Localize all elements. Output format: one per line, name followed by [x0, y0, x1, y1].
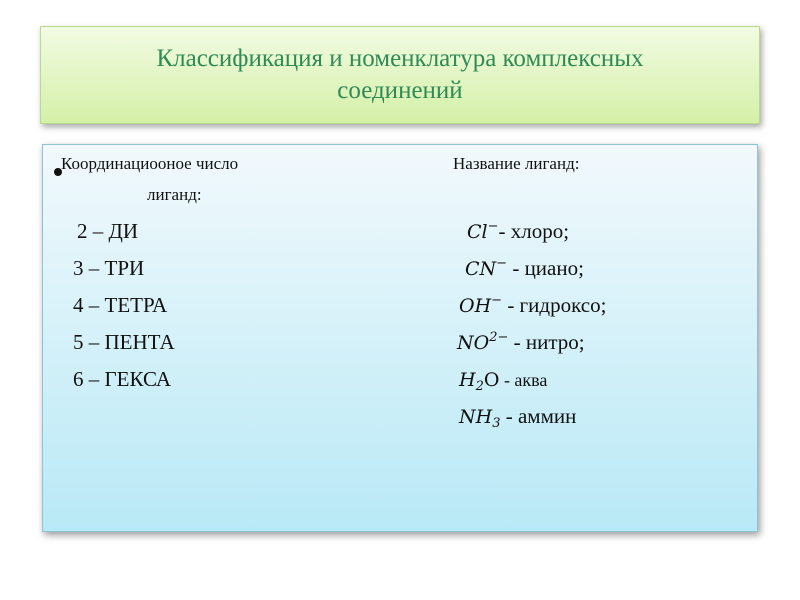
content-box [42, 144, 758, 532]
number-row: 4 – ТЕТРА [73, 293, 168, 317]
title-box [40, 26, 760, 124]
number-row: 3 – ТРИ [73, 256, 145, 280]
ligand-row [459, 293, 606, 318]
header-ligand: лиганд: [147, 185, 202, 204]
ligand-formula: OH− [459, 293, 503, 317]
slide-title: Классификация и номенклатура комплексных соединений [156, 45, 644, 104]
header-ligand-name: Название лиганд: [453, 154, 580, 173]
number-row: 2 – ДИ [77, 219, 138, 243]
ligand-formula: $NO^{2-}$ [457, 330, 509, 354]
ligand-row [459, 404, 576, 431]
ligand-formula: $H_2O$ [459, 369, 500, 394]
ligand-name: - нитро; [508, 330, 585, 354]
ligand-formula: Cl− [467, 219, 499, 243]
ligand-formula: CN− [465, 256, 508, 280]
ligand-name: - хлоро; [498, 219, 570, 243]
number-row: 5 – ПЕНТА [73, 330, 175, 354]
ligand-row [465, 256, 584, 281]
ligand-formula: $NH_3$ [459, 406, 501, 431]
ligand-row [457, 330, 585, 355]
header-coordination-number: Координациооное число [61, 154, 239, 173]
ligand-row [467, 219, 569, 244]
number-row: 6 – ГЕКСА [73, 367, 172, 391]
ligand-name: - аммин [500, 404, 577, 428]
ligand-name: - аква [499, 370, 548, 390]
ligand-name: - циано; [507, 256, 584, 280]
ligand-row [459, 367, 547, 394]
ligand-name: - гидроксо; [502, 293, 607, 317]
